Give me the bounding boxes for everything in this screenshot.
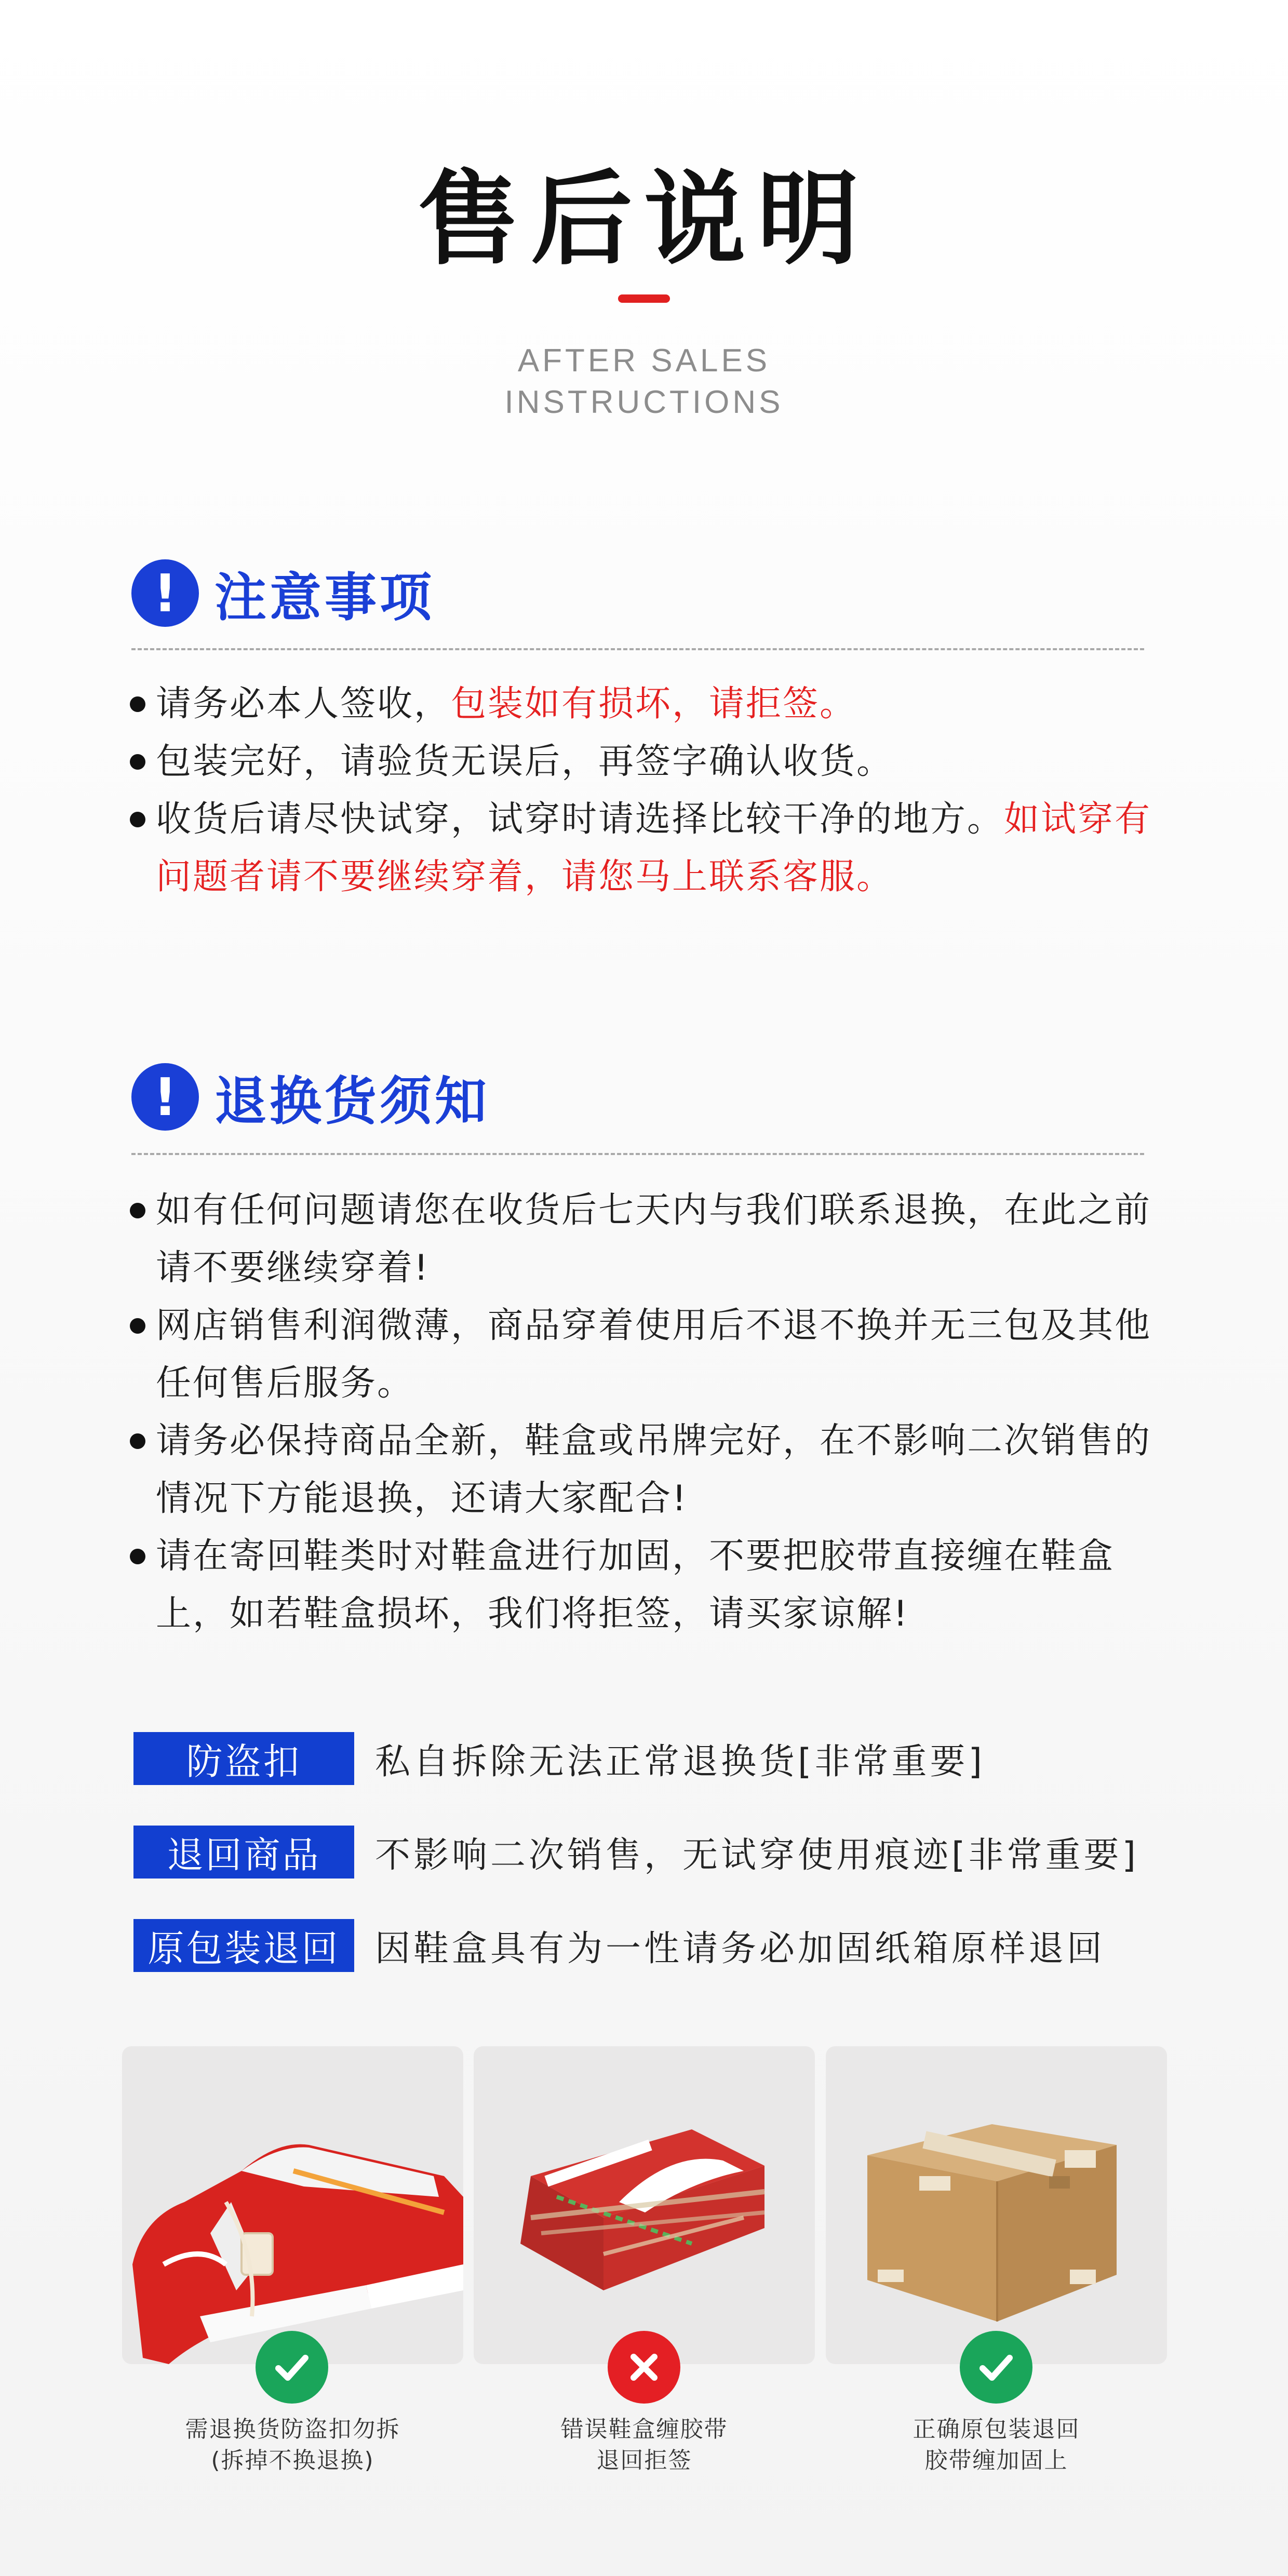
returns-item: 网店销售利润微薄，商品穿着使用后不退不换并无三包及其他任何售后服务。 — [130, 1297, 1184, 1412]
page-title: 售后说明 — [417, 160, 870, 279]
subtitle-line-1: AFTER SALES — [517, 343, 771, 379]
rule-tag: 原包装退回 — [133, 1919, 354, 1972]
returns-item: 请务必保持商品全新，鞋盒或吊牌完好，在不影响二次销售的情况下方能退换，还请大家配合! — [130, 1412, 1184, 1527]
sneaker-with-security-tag-image — [122, 2046, 463, 2364]
notice-item-text: 请务必本人签收， — [156, 683, 451, 725]
subtitle-line-2: INSTRUCTIONS — [504, 384, 784, 420]
rule-text: 因鞋盒具有为一性请务必加固纸箱原样退回 — [375, 1928, 1106, 1969]
check-icon — [960, 2331, 1032, 2404]
notice-item-text: 包装完好，请验货无误后，再签字确认收货。 — [156, 741, 894, 782]
title-accent-line — [618, 294, 670, 303]
rule-row-returned-goods — [133, 1826, 1139, 1879]
notice-section-header — [131, 556, 435, 630]
notice-item — [130, 733, 1169, 790]
caption-line: 错误鞋盒缠胶带 — [560, 2416, 728, 2443]
shoebox-card — [474, 2046, 815, 2364]
notice-item-warning: 如试穿有问题者请不要继续穿着，请您马上联系客服。 — [156, 799, 1152, 897]
notice-list — [130, 675, 1169, 906]
notice-divider — [131, 648, 1144, 650]
returns-item: 请在寄回鞋类时对鞋盒进行加固，不要把胶带直接缠在鞋盒上，如若鞋盒损坏，我们将拒签，请买家谅解! — [130, 1527, 1184, 1643]
cross-icon — [608, 2331, 680, 2404]
shoebox-wrapped-in-tape-image — [474, 2046, 815, 2364]
exclamation-circle-icon: ! — [131, 559, 199, 627]
check-icon — [256, 2331, 328, 2404]
cardboard-box-card — [826, 2046, 1167, 2364]
returns-section-header — [131, 1059, 490, 1134]
caption-line: 正确原包装退回 — [913, 2416, 1080, 2443]
rule-row-security-tag — [133, 1732, 985, 1785]
cardboard-shipping-box-image — [826, 2046, 1167, 2364]
page-subtitle — [0, 340, 1288, 423]
rule-tag: 退回商品 — [133, 1826, 354, 1879]
caption-line: 需退换货防盗扣勿拆 — [185, 2416, 400, 2443]
notice-title: 注意事项 — [214, 567, 435, 628]
caption-line: 胶带缠加固上 — [924, 2447, 1068, 2474]
rule-tag: 防盗扣 — [133, 1732, 354, 1785]
rule-text: 私自拆除无法正常退换货[非常重要] — [375, 1741, 986, 1782]
rule-row-original-package — [133, 1919, 1105, 1972]
returns-item: 如有任何问题请您在收货后七天内与我们联系退换，在此之前请不要继续穿着! — [130, 1182, 1184, 1297]
cardboard-box-card-caption — [826, 2414, 1167, 2476]
notice-item — [130, 790, 1169, 906]
returns-list — [130, 1182, 1184, 1643]
rule-text: 不影响二次销售，无试穿使用痕迹[非常重要] — [375, 1834, 1139, 1876]
caption-line: 退回拒签 — [596, 2447, 692, 2474]
notice-item-warning: 包装如有损坏，请拒签。 — [451, 683, 857, 725]
returns-title: 退换货须知 — [214, 1071, 490, 1132]
exclamation-circle-icon: ! — [131, 1063, 199, 1131]
sneaker-card — [122, 2046, 463, 2364]
sneaker-card-caption — [122, 2414, 463, 2476]
caption-line: (拆掉不换退换) — [211, 2447, 374, 2474]
shoebox-card-caption — [474, 2414, 815, 2476]
returns-divider — [131, 1153, 1144, 1155]
notice-item-text: 收货后请尽快试穿，试穿时请选择比较干净的地方。 — [156, 799, 1004, 840]
notice-item — [130, 675, 1169, 733]
